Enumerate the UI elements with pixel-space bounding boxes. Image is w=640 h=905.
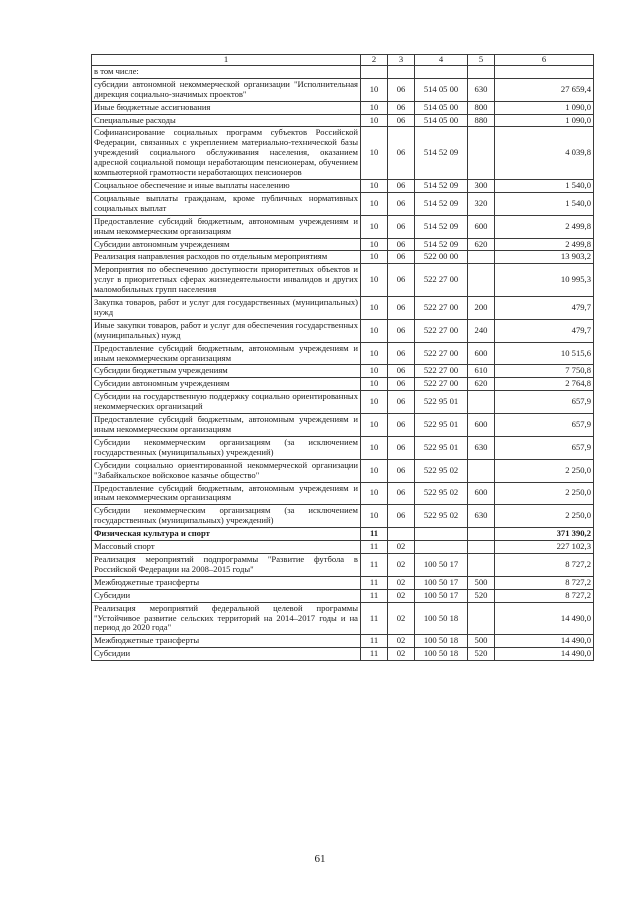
- row-subsection: 02: [388, 589, 415, 602]
- row-expense-type: [468, 127, 495, 180]
- row-target-code: 100 50 18: [415, 635, 468, 648]
- row-amount: [495, 65, 594, 78]
- row-expense-type: [468, 541, 495, 554]
- header-col-6: 6: [495, 55, 594, 66]
- table-row: [92, 319, 594, 342]
- row-section: 10: [361, 365, 388, 378]
- row-name: Субсидии: [92, 589, 361, 602]
- row-section: 10: [361, 342, 388, 365]
- row-expense-type: 630: [468, 78, 495, 101]
- row-subsection: 06: [388, 127, 415, 180]
- row-amount: 7 750,8: [495, 365, 594, 378]
- table-row: [92, 553, 594, 576]
- row-target-code: 522 95 01: [415, 414, 468, 437]
- row-expense-type: 500: [468, 576, 495, 589]
- row-target-code: 100 50 17: [415, 576, 468, 589]
- row-expense-type: 240: [468, 319, 495, 342]
- row-subsection: [388, 528, 415, 541]
- row-name: Субсидии некоммерческим организациям (за исключением государственных (муниципальных) учреждений): [92, 505, 361, 528]
- table-row: [92, 391, 594, 414]
- table-row: [92, 215, 594, 238]
- table-row: [92, 179, 594, 192]
- row-expense-type: 600: [468, 414, 495, 437]
- row-target-code: [415, 541, 468, 554]
- row-section: 11: [361, 635, 388, 648]
- row-subsection: 06: [388, 436, 415, 459]
- row-expense-type: 500: [468, 635, 495, 648]
- row-section: 10: [361, 251, 388, 264]
- row-amount: 657,9: [495, 391, 594, 414]
- row-section: 11: [361, 602, 388, 635]
- row-expense-type: 880: [468, 114, 495, 127]
- row-target-code: 522 27 00: [415, 365, 468, 378]
- row-subsection: 06: [388, 365, 415, 378]
- table-row: [92, 459, 594, 482]
- row-name: Реализация мероприятий подпрограммы "Развитие футбола в Российской Федерации на 2008–2015 годы": [92, 553, 361, 576]
- table-row: [92, 365, 594, 378]
- row-name: Субсидии на государственную поддержку социально ориентированных некоммерческих организаций: [92, 391, 361, 414]
- row-expense-type: [468, 553, 495, 576]
- row-name: Иные закупки товаров, работ и услуг для обеспечения государственных (муниципальных) нужд: [92, 319, 361, 342]
- row-name: Предоставление субсидий бюджетным, автономным учреждениям и иным некоммерческим организациям: [92, 342, 361, 365]
- row-subsection: 06: [388, 101, 415, 114]
- row-expense-type: 520: [468, 648, 495, 661]
- row-amount: 4 039,8: [495, 127, 594, 180]
- row-expense-type: 600: [468, 342, 495, 365]
- table-row: [92, 414, 594, 437]
- row-section: 10: [361, 215, 388, 238]
- row-name: Реализация направления расходов по отдельным мероприятиям: [92, 251, 361, 264]
- table-row: [92, 114, 594, 127]
- row-amount: 1 090,0: [495, 101, 594, 114]
- row-amount: 2 764,8: [495, 378, 594, 391]
- row-subsection: 06: [388, 192, 415, 215]
- header-col-5: 5: [468, 55, 495, 66]
- table-row: [92, 528, 594, 541]
- row-section: 10: [361, 264, 388, 297]
- row-section: 11: [361, 576, 388, 589]
- row-expense-type: [468, 251, 495, 264]
- row-target-code: 522 27 00: [415, 319, 468, 342]
- row-subsection: 02: [388, 602, 415, 635]
- row-section: 11: [361, 541, 388, 554]
- table-row: [92, 576, 594, 589]
- row-section: 10: [361, 319, 388, 342]
- row-target-code: 522 95 01: [415, 436, 468, 459]
- row-target-code: 522 27 00: [415, 297, 468, 320]
- row-section: 10: [361, 378, 388, 391]
- row-amount: 8 727,2: [495, 589, 594, 602]
- budget-table: [91, 54, 594, 661]
- table-row: [92, 482, 594, 505]
- table-row: [92, 635, 594, 648]
- row-amount: 2 250,0: [495, 459, 594, 482]
- table-header-row: [92, 55, 594, 66]
- row-subsection: 06: [388, 297, 415, 320]
- row-target-code: 100 50 17: [415, 589, 468, 602]
- row-target-code: 514 52 09: [415, 127, 468, 180]
- row-name: Субсидии: [92, 648, 361, 661]
- row-subsection: 02: [388, 576, 415, 589]
- row-amount: 2 499,8: [495, 215, 594, 238]
- row-expense-type: 610: [468, 365, 495, 378]
- table-row: [92, 101, 594, 114]
- row-name: Иные бюджетные ассигнования: [92, 101, 361, 114]
- row-subsection: 06: [388, 78, 415, 101]
- row-name: Субсидии автономным учреждениям: [92, 378, 361, 391]
- row-target-code: 522 27 00: [415, 264, 468, 297]
- row-name: Софинансирование социальных программ субъектов Российской Федерации, связанных с укреплением материально-технической базы учреждений социального обслуживания населения, оказанием адресной социальной помощи неработающим пенсионерам, обучением компьютерной грамотности неработающих пенсионеров: [92, 127, 361, 180]
- table-row: [92, 505, 594, 528]
- row-amount: 479,7: [495, 319, 594, 342]
- table-row: [92, 602, 594, 635]
- row-amount: 14 490,0: [495, 635, 594, 648]
- row-amount: 13 903,2: [495, 251, 594, 264]
- row-target-code: [415, 528, 468, 541]
- row-name: Массовый спорт: [92, 541, 361, 554]
- table-row: [92, 65, 594, 78]
- row-section: 10: [361, 179, 388, 192]
- header-col-4: 4: [415, 55, 468, 66]
- row-target-code: 514 05 00: [415, 78, 468, 101]
- row-expense-type: 600: [468, 215, 495, 238]
- row-section: 10: [361, 391, 388, 414]
- row-name: Субсидии социально ориентированной некоммерческой организации "Забайкальское войсковое казачье общество": [92, 459, 361, 482]
- row-amount: 8 727,2: [495, 553, 594, 576]
- row-subsection: 06: [388, 482, 415, 505]
- row-target-code: 514 52 09: [415, 179, 468, 192]
- row-expense-type: [468, 602, 495, 635]
- row-section: 10: [361, 127, 388, 180]
- row-name: Социальные выплаты гражданам, кроме публичных нормативных социальных выплат: [92, 192, 361, 215]
- row-section: 10: [361, 414, 388, 437]
- row-subsection: 06: [388, 114, 415, 127]
- row-name: Предоставление субсидий бюджетным, автономным учреждениям и иным некоммерческим организациям: [92, 482, 361, 505]
- row-expense-type: [468, 391, 495, 414]
- row-subsection: 02: [388, 648, 415, 661]
- row-target-code: 522 95 02: [415, 482, 468, 505]
- table-row: [92, 78, 594, 101]
- table-row: [92, 541, 594, 554]
- row-section: 10: [361, 482, 388, 505]
- row-name: Предоставление субсидий бюджетным, автономным учреждениям и иным некоммерческим организациям: [92, 215, 361, 238]
- row-amount: 227 102,3: [495, 541, 594, 554]
- table-row: [92, 378, 594, 391]
- row-subsection: 06: [388, 179, 415, 192]
- row-name: Субсидии некоммерческим организациям (за исключением государственных (муниципальных) учреждений): [92, 436, 361, 459]
- row-section: 11: [361, 648, 388, 661]
- row-subsection: 02: [388, 553, 415, 576]
- row-amount: 1 540,0: [495, 192, 594, 215]
- table-row: [92, 127, 594, 180]
- row-name: в том числе:: [92, 65, 361, 78]
- row-name: Закупка товаров, работ и услуг для государственных (муниципальных) нужд: [92, 297, 361, 320]
- row-name: Субсидии автономным учреждениям: [92, 238, 361, 251]
- row-name: Мероприятия по обеспечению доступности приоритетных объектов и услуг в приоритетных сферах жизнедеятельности инвалидов и других маломобильных групп населения: [92, 264, 361, 297]
- row-subsection: 06: [388, 238, 415, 251]
- row-subsection: 06: [388, 378, 415, 391]
- row-section: 10: [361, 114, 388, 127]
- table-row: [92, 589, 594, 602]
- row-amount: 2 250,0: [495, 505, 594, 528]
- table-row: [92, 192, 594, 215]
- row-section: 10: [361, 436, 388, 459]
- page-number: 61: [314, 853, 326, 865]
- row-expense-type: 300: [468, 179, 495, 192]
- table-row: [92, 264, 594, 297]
- row-expense-type: 600: [468, 482, 495, 505]
- row-expense-type: 520: [468, 589, 495, 602]
- row-expense-type: 320: [468, 192, 495, 215]
- row-subsection: 06: [388, 215, 415, 238]
- row-amount: 371 390,2: [495, 528, 594, 541]
- row-expense-type: 620: [468, 378, 495, 391]
- table-row: [92, 648, 594, 661]
- row-subsection: 06: [388, 414, 415, 437]
- row-target-code: 100 50 18: [415, 648, 468, 661]
- row-amount: 1 090,0: [495, 114, 594, 127]
- row-subsection: 06: [388, 391, 415, 414]
- row-section: 10: [361, 459, 388, 482]
- table-row: [92, 251, 594, 264]
- row-target-code: 522 95 01: [415, 391, 468, 414]
- row-section: 10: [361, 78, 388, 101]
- row-section: 11: [361, 553, 388, 576]
- row-subsection: 06: [388, 459, 415, 482]
- table-row: [92, 342, 594, 365]
- row-target-code: 100 50 18: [415, 602, 468, 635]
- row-subsection: 06: [388, 342, 415, 365]
- row-name: Субсидии бюджетным учреждениям: [92, 365, 361, 378]
- row-amount: 1 540,0: [495, 179, 594, 192]
- row-section: 11: [361, 528, 388, 541]
- row-expense-type: 200: [468, 297, 495, 320]
- row-amount: 10 515,6: [495, 342, 594, 365]
- row-target-code: 514 05 00: [415, 114, 468, 127]
- row-amount: 657,9: [495, 436, 594, 459]
- row-expense-type: [468, 459, 495, 482]
- row-amount: 8 727,2: [495, 576, 594, 589]
- row-section: 10: [361, 238, 388, 251]
- row-section: 10: [361, 505, 388, 528]
- row-name: Межбюджетные трансферты: [92, 576, 361, 589]
- row-expense-type: 800: [468, 101, 495, 114]
- header-col-3: 3: [388, 55, 415, 66]
- row-name: Социальное обеспечение и иные выплаты населению: [92, 179, 361, 192]
- row-target-code: 100 50 17: [415, 553, 468, 576]
- row-amount: 27 659,4: [495, 78, 594, 101]
- row-expense-type: [468, 65, 495, 78]
- row-target-code: 514 52 09: [415, 215, 468, 238]
- row-section: 10: [361, 192, 388, 215]
- row-amount: 10 995,3: [495, 264, 594, 297]
- row-subsection: 06: [388, 319, 415, 342]
- row-amount: 2 250,0: [495, 482, 594, 505]
- header-col-1: 1: [92, 55, 361, 66]
- row-section: 10: [361, 101, 388, 114]
- row-target-code: 522 95 02: [415, 505, 468, 528]
- table-row: [92, 297, 594, 320]
- row-subsection: 02: [388, 635, 415, 648]
- row-target-code: 514 52 09: [415, 238, 468, 251]
- row-section: 10: [361, 297, 388, 320]
- row-name: Специальные расходы: [92, 114, 361, 127]
- row-expense-type: [468, 528, 495, 541]
- row-expense-type: 620: [468, 238, 495, 251]
- row-target-code: 522 27 00: [415, 342, 468, 365]
- row-subsection: 06: [388, 505, 415, 528]
- table-row: [92, 436, 594, 459]
- row-expense-type: [468, 264, 495, 297]
- row-name: Межбюджетные трансферты: [92, 635, 361, 648]
- row-amount: 479,7: [495, 297, 594, 320]
- row-name: Реализация мероприятий федеральной целевой программы "Устойчивое развитие сельских территорий на 2014–2017 годы и на период до 2020 года": [92, 602, 361, 635]
- table-row: [92, 238, 594, 251]
- header-col-2: 2: [361, 55, 388, 66]
- row-amount: 14 490,0: [495, 648, 594, 661]
- row-amount: 2 499,8: [495, 238, 594, 251]
- row-section: 11: [361, 589, 388, 602]
- row-section: [361, 65, 388, 78]
- row-name: Физическая культура и спорт: [92, 528, 361, 541]
- row-expense-type: 630: [468, 505, 495, 528]
- row-expense-type: 630: [468, 436, 495, 459]
- row-subsection: [388, 65, 415, 78]
- row-name: субсидии автономной некоммерческой организации "Исполнительная дирекция социально-значимых проектов": [92, 78, 361, 101]
- row-amount: 14 490,0: [495, 602, 594, 635]
- row-target-code: [415, 65, 468, 78]
- row-target-code: 522 95 02: [415, 459, 468, 482]
- row-target-code: 514 05 00: [415, 101, 468, 114]
- row-target-code: 522 27 00: [415, 378, 468, 391]
- row-target-code: 522 00 00: [415, 251, 468, 264]
- row-target-code: 514 52 09: [415, 192, 468, 215]
- row-subsection: 06: [388, 264, 415, 297]
- row-subsection: 02: [388, 541, 415, 554]
- row-subsection: 06: [388, 251, 415, 264]
- row-name: Предоставление субсидий бюджетным, автономным учреждениям и иным некоммерческим организациям: [92, 414, 361, 437]
- row-amount: 657,9: [495, 414, 594, 437]
